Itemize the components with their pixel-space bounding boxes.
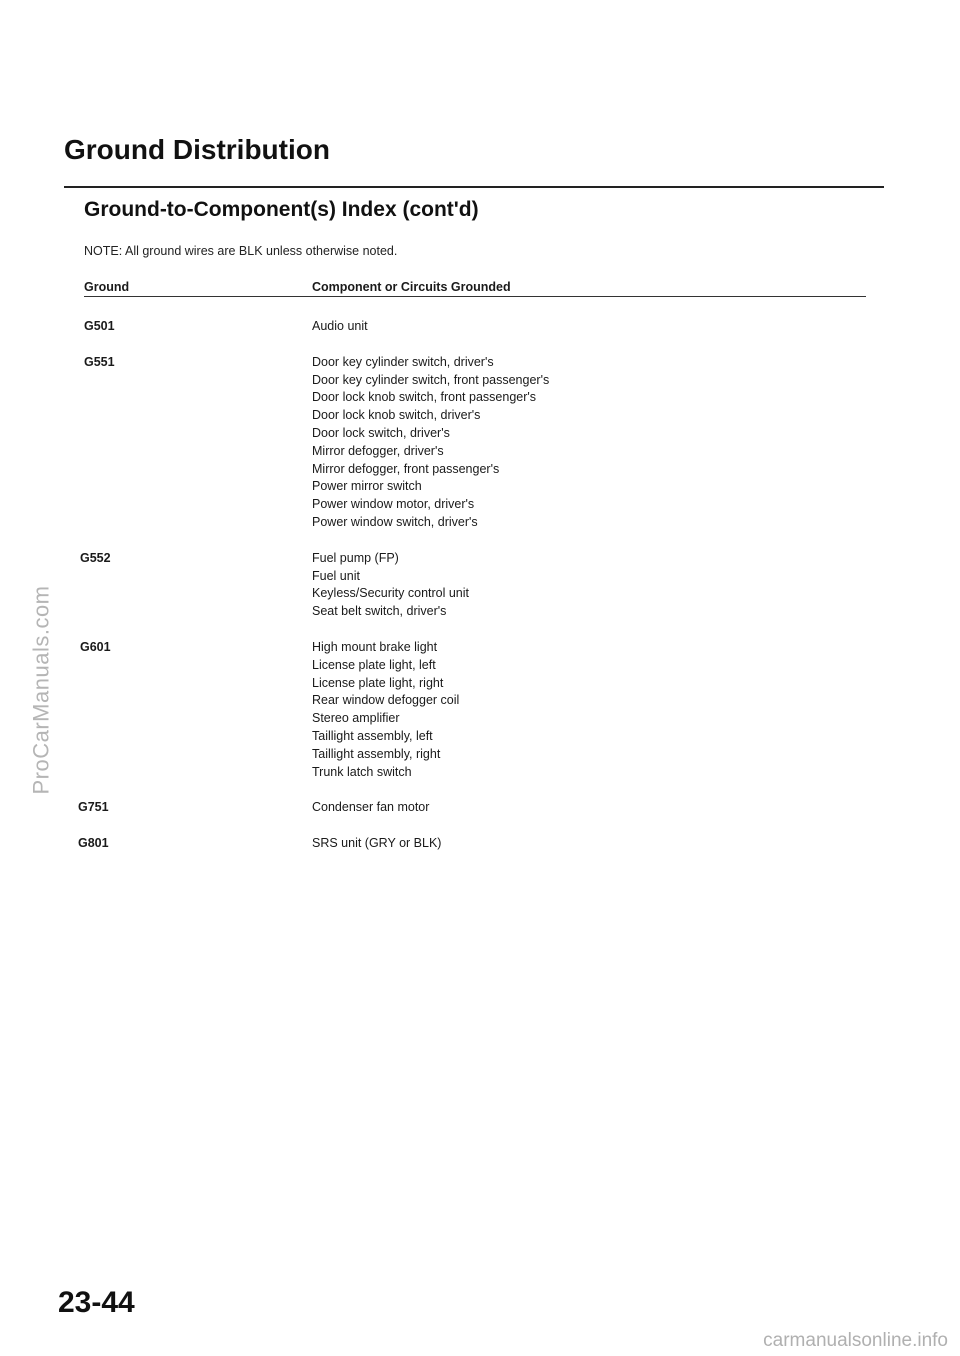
ground-id: G751 <box>78 800 109 815</box>
component-list <box>312 318 960 336</box>
component-item: Power window switch, driver's <box>312 514 478 529</box>
column-header-component: Component or Circuits Grounded <box>312 280 511 294</box>
component-item: License plate light, right <box>312 675 444 690</box>
component-item: Door key cylinder switch, driver's <box>312 354 494 369</box>
component-item: Mirror defogger, front passenger's <box>312 461 500 476</box>
ground-id: G551 <box>84 354 115 369</box>
component-list <box>312 550 960 621</box>
bottom-watermark: carmanualsonline.info <box>763 1330 948 1351</box>
ground-id: G552 <box>80 550 111 565</box>
component-item: Condenser fan motor <box>312 800 430 815</box>
table-row <box>0 799 960 817</box>
component-item: Stereo amplifier <box>312 711 400 726</box>
component-item: License plate light, left <box>312 657 436 672</box>
component-item: Keyless/Security control unit <box>312 586 470 601</box>
component-list <box>312 799 960 817</box>
component-item: Power window motor, driver's <box>312 497 475 512</box>
side-watermark-text: ProCarManuals.com <box>28 585 54 795</box>
component-item: Mirror defogger, driver's <box>312 443 444 458</box>
column-header-ground: Ground <box>84 280 130 294</box>
component-item: Power mirror switch <box>312 479 422 494</box>
note-text: NOTE: All ground wires are BLK unless otherwise noted. <box>84 244 398 258</box>
ground-id: G601 <box>80 639 111 654</box>
table-row <box>0 835 960 853</box>
table-row <box>0 318 960 336</box>
page-number: 23-44 <box>58 1286 135 1319</box>
component-item: Fuel pump (FP) <box>312 550 399 565</box>
header-divider <box>84 296 866 297</box>
component-item: Door lock knob switch, front passenger's <box>312 390 537 405</box>
component-item: Door lock switch, driver's <box>312 425 450 440</box>
ground-id: G501 <box>84 319 115 333</box>
component-item: Audio unit <box>312 319 368 333</box>
ground-id: G801 <box>78 836 109 851</box>
component-item: Trunk latch switch <box>312 764 412 779</box>
component-item: Seat belt switch, driver's <box>312 604 447 619</box>
component-item: Fuel unit <box>312 568 360 583</box>
component-item: Door key cylinder switch, front passenger's <box>312 372 550 387</box>
section-title: Ground-to-Component(s) Index (cont'd) <box>84 198 479 221</box>
table-row <box>0 639 960 781</box>
component-item: Door lock knob switch, driver's <box>312 408 481 423</box>
component-item: Rear window defogger coil <box>312 693 460 708</box>
component-list <box>312 354 960 532</box>
title-divider <box>64 186 884 188</box>
table-row <box>0 550 960 621</box>
component-list <box>312 835 960 853</box>
component-item: Taillight assembly, right <box>312 746 441 761</box>
table-row <box>0 354 960 532</box>
component-item: SRS unit (GRY or BLK) <box>312 836 442 851</box>
ground-index-table <box>0 318 960 871</box>
page-title: Ground Distribution <box>64 134 330 165</box>
component-item: High mount brake light <box>312 639 438 654</box>
component-list <box>312 639 960 781</box>
component-item: Taillight assembly, left <box>312 728 433 743</box>
